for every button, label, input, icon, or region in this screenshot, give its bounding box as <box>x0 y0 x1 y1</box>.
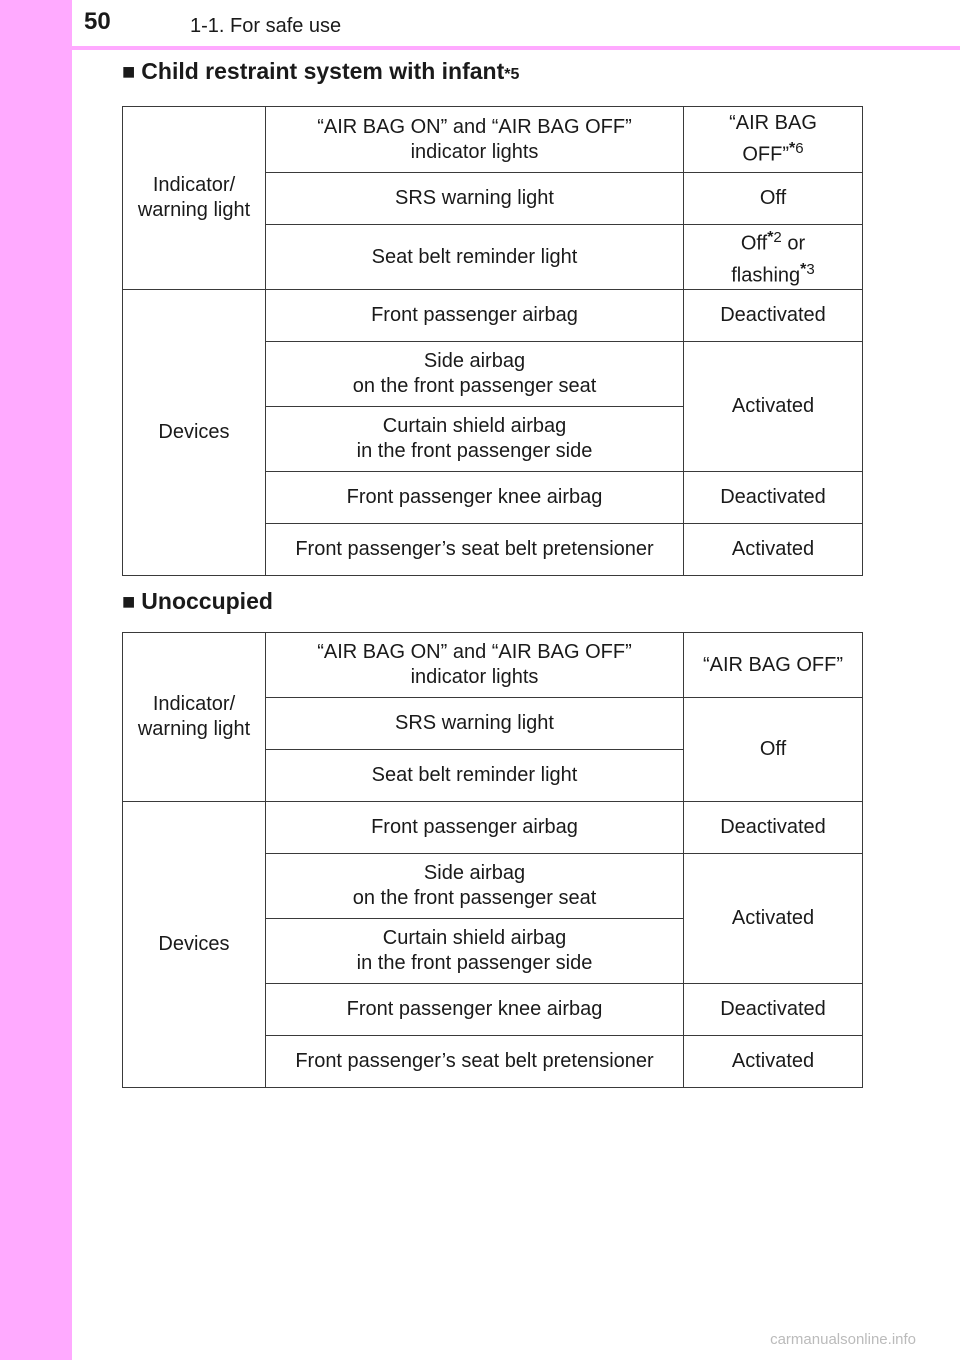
seatbelt-value-cell <box>684 225 863 290</box>
airbag-lights-cell: “AIR BAG ON” and “AIR BAG OFF” indicator lights <box>266 107 684 173</box>
footnote-star-icon: * <box>800 261 807 278</box>
srs-value-cell: Off <box>684 173 863 225</box>
unoccupied-status-table <box>122 632 863 1088</box>
page-number: 50 <box>84 8 111 35</box>
knee-airbag-value-cell: Deactivated <box>684 984 863 1036</box>
devices-label-cell: Devices <box>123 802 266 1088</box>
infant-status-table <box>122 106 863 576</box>
front-airbag-cell: Front passenger airbag <box>266 290 684 342</box>
footnote-ref: 5 <box>510 66 520 83</box>
airbag-lights-value-cell: “AIR BAG OFF” <box>684 633 863 698</box>
airbag-lights-cell: “AIR BAG ON” and “AIR BAG OFF” indicator lights <box>266 633 684 698</box>
footnote-star-icon: * <box>789 140 796 158</box>
side-airbag-cell: Side airbag on the front passenger seat <box>266 342 684 407</box>
airbag-lights-value-cell <box>684 107 863 173</box>
footnote-star-icon: * <box>767 229 774 247</box>
square-bullet-icon: ■ <box>122 589 136 614</box>
front-airbag-value-cell: Deactivated <box>684 290 863 342</box>
section-heading-text: Unoccupied <box>141 588 273 614</box>
devices-label-cell: Devices <box>123 290 266 576</box>
indicator-label-cell: Indicator/ warning light <box>123 633 266 802</box>
section-heading-unoccupied <box>122 588 273 615</box>
airbag-lights-value: “AIR BAG OFF” <box>729 112 817 166</box>
pretensioner-value-cell: Activated <box>684 524 863 576</box>
pretensioner-cell: Front passenger’s seat belt pretensioner <box>266 1036 684 1088</box>
footnote-ref: 2 <box>773 229 782 247</box>
side-curtain-value-cell: Activated <box>684 342 863 472</box>
seatbelt-value-off: Off <box>740 233 768 255</box>
seatbelt-value-or: or <box>781 233 806 255</box>
srs-light-cell: SRS warning light <box>266 698 684 750</box>
front-airbag-cell: Front passenger airbag <box>266 802 684 854</box>
indicator-label-cell: Indicator/ warning light <box>123 107 266 290</box>
footnote-ref: 3 <box>806 261 815 278</box>
srs-seatbelt-value-cell: Off <box>684 698 863 802</box>
srs-light-cell: SRS warning light <box>266 173 684 225</box>
pretensioner-cell: Front passenger’s seat belt pretensioner <box>266 524 684 576</box>
knee-airbag-cell: Front passenger knee airbag <box>266 472 684 524</box>
footnote-ref: 6 <box>795 140 804 158</box>
curtain-airbag-cell: Curtain shield airbag in the front passenger side <box>266 407 684 472</box>
side-curtain-value-cell: Activated <box>684 854 863 984</box>
header-rule <box>0 46 960 50</box>
side-tab-strip <box>0 0 72 1360</box>
watermark: carmanualsonline.info <box>770 1331 916 1348</box>
section-heading-infant <box>122 58 519 85</box>
seatbelt-light-cell: Seat belt reminder light <box>266 225 684 290</box>
section-heading-text: Child restraint system with infant <box>141 58 505 84</box>
curtain-airbag-cell: Curtain shield airbag in the front passenger side <box>266 919 684 984</box>
seatbelt-light-cell: Seat belt reminder light <box>266 750 684 802</box>
seatbelt-value-flashing: flashing <box>731 264 801 287</box>
breadcrumb: 1-1. For safe use <box>190 15 342 37</box>
knee-airbag-value-cell: Deactivated <box>684 472 863 524</box>
pretensioner-value-cell: Activated <box>684 1036 863 1088</box>
front-airbag-value-cell: Deactivated <box>684 802 863 854</box>
side-airbag-cell: Side airbag on the front passenger seat <box>266 854 684 919</box>
knee-airbag-cell: Front passenger knee airbag <box>266 984 684 1036</box>
footnote-star-icon: * <box>504 66 511 83</box>
square-bullet-icon: ■ <box>122 59 136 84</box>
